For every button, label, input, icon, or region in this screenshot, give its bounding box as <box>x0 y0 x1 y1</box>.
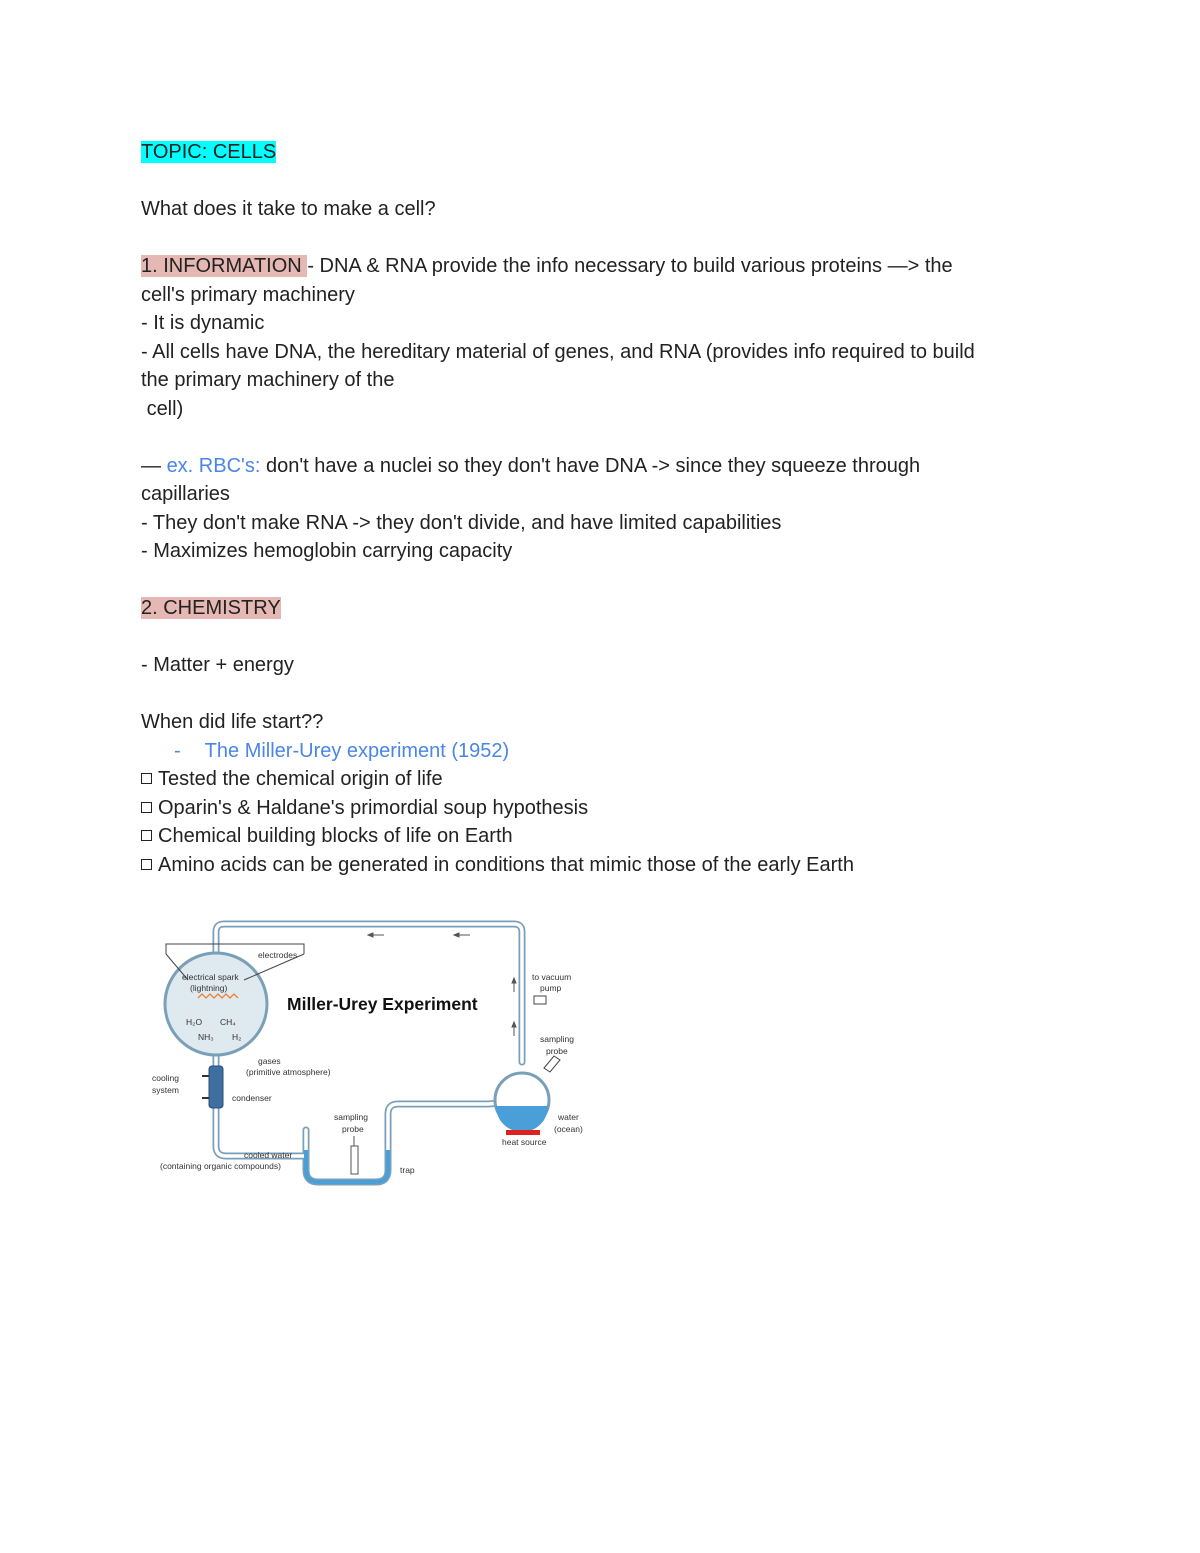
topic-heading: TOPIC: CELLS <box>141 141 277 163</box>
label-heat-source: heat source <box>502 1137 547 1147</box>
label-trap: trap <box>400 1165 415 1175</box>
main-question: What does it take to make a cell? <box>141 198 436 220</box>
rbc-line-3: - They don't make RNA -> they don't divide, and have limited capabilities <box>141 511 782 534</box>
label-sampling-probe-2b: probe <box>546 1046 568 1056</box>
bullet-item: Oparin's & Haldane's primordial soup hypothesis <box>141 794 1061 823</box>
bullet-item: Amino acids can be generated in conditions that mimic those of the early Earth <box>141 851 1061 880</box>
topic-line <box>141 138 1061 167</box>
label-h2o: H₂O <box>186 1017 203 1027</box>
document-body <box>141 138 1061 879</box>
label-water-2: (ocean) <box>554 1124 583 1134</box>
label-spark-2: (lightning) <box>190 983 228 993</box>
condenser <box>209 1066 223 1108</box>
square-bullet-icon <box>141 773 152 784</box>
square-bullet-icon <box>141 802 152 813</box>
label-cooled-water-1: cooled water <box>244 1150 293 1160</box>
label-cooled-water-2: (containing organic compounds) <box>160 1161 281 1171</box>
trap-water <box>306 1150 388 1182</box>
square-bullet-icon <box>141 830 152 841</box>
heat-source-bar <box>506 1130 540 1135</box>
label-nh3: NH₃ <box>198 1032 214 1042</box>
information-line-5: the primary machinery of the <box>141 369 395 391</box>
sampling-probe-1 <box>351 1146 358 1174</box>
chemistry-heading: 2. CHEMISTRY <box>141 597 281 619</box>
rbc-line-2: capillaries <box>141 483 230 505</box>
label-sampling-probe-1b: probe <box>342 1124 364 1134</box>
bullet-item: Chemical building blocks of life on Earth <box>141 822 1061 851</box>
label-gases-2: (primitive atmosphere) <box>246 1067 331 1077</box>
information-line-4: - All cells have DNA, the hereditary material of genes, and RNA (provides info required to build <box>141 340 975 363</box>
rbc-line-4: - Maximizes hemoglobin carrying capacity <box>141 540 513 562</box>
vacuum-valve-icon <box>534 996 546 1004</box>
label-vacuum-2: pump <box>540 983 562 993</box>
label-ch4: CH₄ <box>220 1017 236 1027</box>
label-cooling-2: system <box>152 1085 179 1095</box>
information-line-2: cell's primary machinery <box>141 283 355 306</box>
information-line-3: - It is dynamic <box>141 312 265 334</box>
sampling-probe-2 <box>544 1056 560 1072</box>
bullet-item: Tested the chemical origin of life <box>141 765 1061 794</box>
chemistry-point: - Matter + energy <box>141 654 294 676</box>
information-line-6: cell) <box>141 397 184 420</box>
miller-urey-subitem: - The Miller-Urey experiment (1952) <box>174 739 510 762</box>
label-water-1: water <box>558 1112 579 1122</box>
label-condenser: condenser <box>232 1093 272 1103</box>
spark-chamber <box>165 953 267 1055</box>
label-spark-1: electrical spark <box>182 972 239 982</box>
miller-urey-diagram <box>148 918 598 1190</box>
information-heading: 1. INFORMATION <box>141 255 308 277</box>
label-sampling-probe-2a: sampling <box>540 1034 575 1044</box>
label-sampling-probe-1a: sampling <box>334 1112 369 1122</box>
diagram-title: Miller-Urey Experiment <box>287 994 478 1014</box>
ocean-water <box>496 1106 548 1132</box>
chemistry-line <box>141 594 1061 623</box>
label-h2: H₂ <box>232 1032 242 1042</box>
label-cooling-1: cooling <box>152 1073 179 1083</box>
label-vacuum-1: to vacuum <box>532 972 572 982</box>
square-bullet-icon <box>141 859 152 870</box>
rbc-line-1: — ex. RBC's: don't have a nuclei so they don't have DNA -> since they squeeze through <box>141 454 921 477</box>
label-electrodes: electrodes <box>258 950 298 960</box>
information-line-1: 1. INFORMATION - DNA & RNA provide the info necessary to build various proteins —> the <box>141 255 953 277</box>
label-gases-1: gases <box>258 1056 281 1066</box>
rbc-example-label: ex. RBC's: <box>166 454 261 477</box>
flow-arrows <box>368 933 516 1036</box>
life-start-question: When did life start?? <box>141 711 324 733</box>
